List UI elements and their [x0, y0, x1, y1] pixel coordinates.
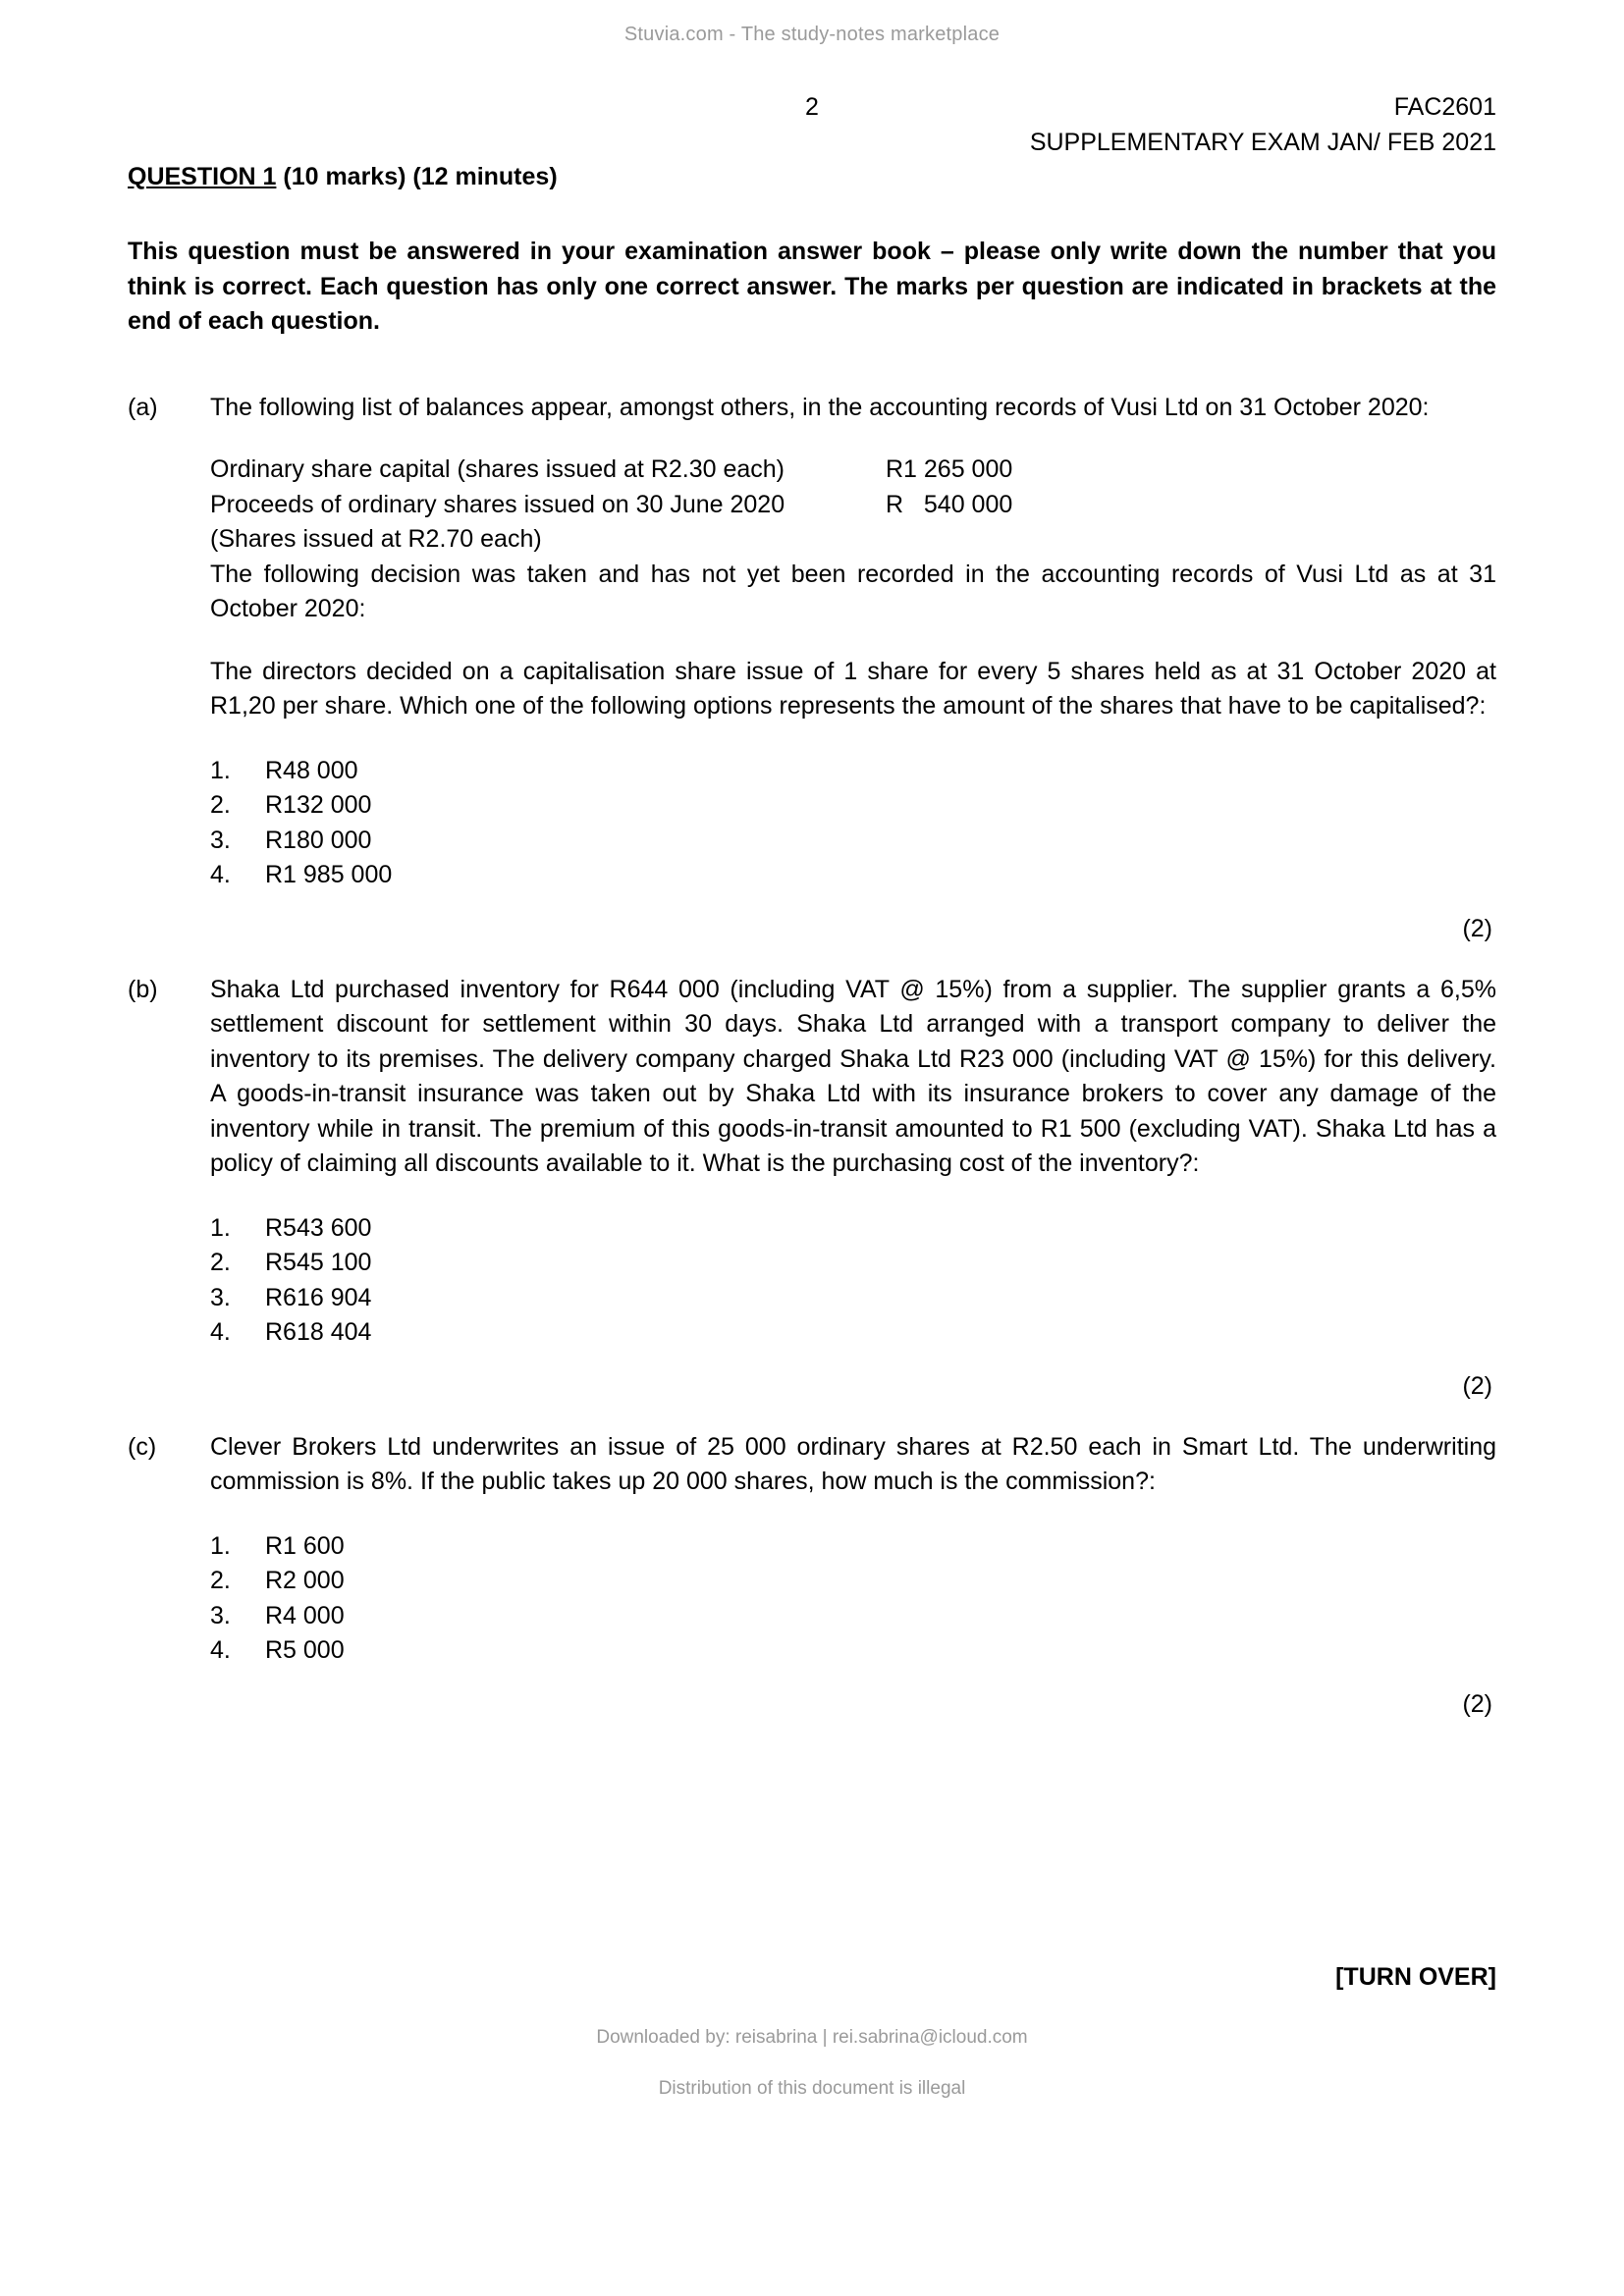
option-text: R180 000 [265, 826, 372, 854]
option-number: 2. [210, 1249, 231, 1276]
option-item[interactable] [210, 754, 1496, 789]
option-text: R543 600 [265, 1213, 372, 1242]
question-part-c [128, 1430, 1496, 1669]
balance-row [210, 522, 1496, 558]
part-label-b: (b) [128, 975, 158, 1003]
option-text: R1 985 000 [265, 861, 393, 888]
option-number: 1. [210, 756, 231, 784]
part-body-a [210, 391, 1496, 893]
option-text: R2 000 [265, 1567, 345, 1594]
option-text: R545 100 [265, 1249, 372, 1276]
option-item[interactable] [210, 1633, 1496, 1669]
part-a-paragraph-2: The directors decided on a capitalisation share issue of 1 share for every 5 shares held as at 31 October 2020 at R1,20 per share. Which one of the following options represents the amount of the shares that have to be capitalised?: [210, 657, 1496, 720]
part-b-marks: (2) [1462, 1371, 1492, 1400]
document-content [128, 162, 1496, 1719]
option-number: 3. [210, 1601, 231, 1629]
option-item[interactable] [210, 1315, 1496, 1351]
running-head [0, 93, 1624, 172]
option-item[interactable] [210, 1564, 1496, 1599]
balance-row [210, 488, 1496, 523]
question-number: QUESTION 1 [128, 163, 277, 190]
option-number: 2. [210, 1567, 231, 1594]
option-item[interactable] [210, 1281, 1496, 1316]
part-body-b [210, 973, 1496, 1351]
balances-list [210, 453, 1496, 558]
part-a-options [210, 754, 1496, 893]
option-item[interactable] [210, 1529, 1496, 1565]
footer-distribution-notice: Distribution of this document is illegal [658, 2078, 966, 2099]
part-body-c [210, 1430, 1496, 1669]
option-number: 1. [210, 1213, 231, 1242]
option-item[interactable] [210, 1599, 1496, 1634]
option-number: 2. [210, 791, 231, 819]
option-text: R4 000 [265, 1601, 345, 1629]
balance-amount: R1 265 000 [886, 455, 1013, 483]
question-instructions: This question must be answered in your examination answer book – please only write down the number that you think is correct. Each question has only one correct answer. The marks per question are indicated in brackets at the end of each question. [128, 238, 1496, 335]
option-text: R618 404 [265, 1318, 372, 1346]
balance-description: Ordinary share capital (shares issued at R2.30 each) [210, 455, 785, 483]
exam-title: SUPPLEMENTARY EXAM JAN/ FEB 2021 [1029, 129, 1496, 156]
question-part-a [128, 391, 1496, 893]
part-c-options [210, 1529, 1496, 1669]
question-part-b [128, 973, 1496, 1351]
option-number: 4. [210, 861, 231, 888]
part-a-intro: The following list of balances appear, amongst others, in the accounting records of Vusi Ltd on 31 October 2020: [210, 393, 1430, 421]
option-item[interactable] [210, 858, 1496, 893]
option-text: R1 600 [265, 1531, 345, 1560]
part-label-c: (c) [128, 1432, 157, 1461]
question-heading [128, 162, 1496, 191]
part-c-intro: Clever Brokers Ltd underwrites an issue of 25 000 ordinary shares at R2.50 each in Smart Ltd. The underwriting commission is 8%. If the public takes up 20 000 shares, how much is the commission?: [210, 1432, 1496, 1495]
option-number: 3. [210, 826, 231, 854]
part-b-intro: Shaka Ltd purchased inventory for R644 000 (including VAT @ 15%) from a supplier. The supplier grants a 6,5% settlement discount for settlement within 30 days. Shaka Ltd arranged with a transport company to deliver the inventory to its premises. The delivery company charged Shaka Ltd R23 000 (including VAT @ 15%) for this delivery. A goods-in-transit insurance was taken out by Shaka Ltd with its insurance brokers to cover any damage of the inventory while in transit. The premium of this goods-in-transit amounted to R1 500 (excluding VAT). Shaka Ltd has a policy of claiming all discounts available to it. What is the purchasing cost of the inventory?: [210, 975, 1496, 1177]
page-number: 2 [805, 93, 819, 121]
question-marks-time: (10 marks) (12 minutes) [276, 163, 558, 190]
part-c-marks: (2) [1462, 1689, 1492, 1718]
part-a-marks: (2) [1462, 914, 1492, 942]
option-text: R616 904 [265, 1283, 372, 1311]
balance-description: Proceeds of ordinary shares issued on 30 June 2020 [210, 490, 785, 518]
option-number: 3. [210, 1283, 231, 1311]
footer-downloaded-by: Downloaded by: reisabrina | rei.sabrina@icloud.com [596, 2027, 1028, 2048]
option-text: R132 000 [265, 791, 372, 819]
option-item[interactable] [210, 788, 1496, 824]
turn-over-label: [TURN OVER] [1335, 1963, 1496, 1991]
part-b-options [210, 1211, 1496, 1351]
part-label-a: (a) [128, 393, 158, 421]
option-item[interactable] [210, 1211, 1496, 1247]
option-number: 1. [210, 1531, 231, 1560]
balance-amount: R 540 000 [886, 490, 1013, 518]
spacer [128, 1401, 1496, 1430]
option-number: 4. [210, 1636, 231, 1664]
option-item[interactable] [210, 824, 1496, 859]
option-text: R5 000 [265, 1636, 345, 1664]
spacer [128, 943, 1496, 973]
part-a-paragraph-1: The following decision was taken and has not yet been recorded in the accounting records of Vusi Ltd as at 31 October 2020: [210, 560, 1496, 622]
option-number: 4. [210, 1318, 231, 1346]
option-item[interactable] [210, 1246, 1496, 1281]
option-text: R48 000 [265, 756, 358, 784]
balance-row [210, 453, 1496, 488]
site-watermark-header: Stuvia.com - The study-notes marketplace [623, 24, 1001, 45]
balance-description: (Shares issued at R2.70 each) [210, 525, 542, 553]
exam-code: FAC2601 [1393, 93, 1496, 121]
